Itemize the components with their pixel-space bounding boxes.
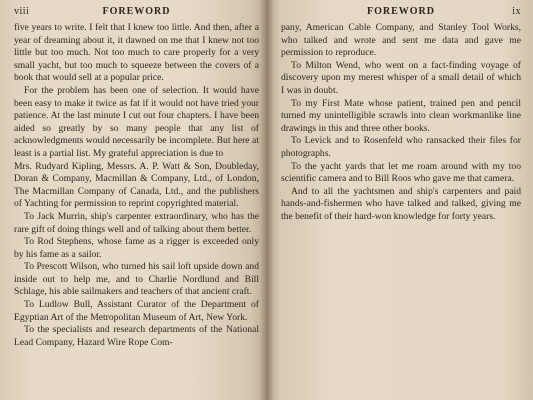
right-page-body [281,22,521,224]
paragraph: To the specialists and research departments of the National Lead Company, Hazard Wire Rope Com- [14,324,259,348]
right-running-title: FOREWORD [367,6,435,17]
paragraph: five years to write. I felt that I knew too little. And then, after a year of dreaming about it, it dawned on me that I knew not too little but too much. Not too much to care properly for a very small yacht, but too much to squeeze between the covers of a book that would sell at a popular price. [14,22,259,84]
left-page-number: viii [14,6,30,17]
left-page-body [14,22,259,349]
left-running-title: FOREWORD [102,6,171,17]
right-page-number: ix [512,6,521,17]
paragraph: To Levick and to Rosenfeld who ransacked their files for photographs. [281,135,521,159]
paragraph: For the problem has been one of selection. It would have been easy to make it twice as fat if it would not have tried your patience. At the last minute I cut out four chapters. I have been aided so greatly by so many people that any list of acknowledgments would necessarily be incomplete. But here at least is a partial list. My grateful appreciation is due to [14,84,259,159]
paragraph: And to all the yachtsmen and ship's carpenters and paid hands-and-fishermen who have talked and talked, giving me the benefit of their hard-won knowledge for forty years. [281,185,521,222]
paragraph: To Prescott Wilson, who turned his sail loft upside down and inside out to help me, and to Charlie Nordlund and Bill Schlage, his able sailmakers and teachers of that ancient craft. [14,261,259,298]
right-page [267,0,533,400]
paragraph: To the yacht yards that let me roam around with my too scientific camera and to Bill Roos who gave me that camera. [281,160,521,185]
paragraph: To Milton Wend, who went on a fact-finding voyage of discovery upon my merest whisper of a small detail of which I was in doubt. [281,59,521,96]
paragraph: To my First Mate whose patient, trained pen and pencil turned my unintelligible scrawls into clean workmanlike line drawings in this and three other books. [281,97,521,134]
paragraph: To Rod Stephens, whose fame as a rigger is exceeded only by his fame as a sailor. [14,236,259,260]
right-running-head [281,6,521,20]
paragraph: pany, American Cable Company, and Stanley Tool Works, who talked and wrote and sent me data and gave me permission to reproduce. [281,22,521,59]
paragraph: Mrs. Rudyard Kipling, Messrs. A. P. Watt & Son, Doubleday, Doran & Company, Macmillan & Company, Ltd., of London, The Macmillan Company of Canada, Ltd., and the publishers of Yachting for permission to reprint copyrighted material. [14,160,259,210]
left-running-head [14,6,259,20]
paragraph: To Jack Murrin, ship's carpenter extraordinary, who has the rare gift of doing things well and of talking about them better. [14,210,259,235]
paragraph: To Ludlow Bull, Assistant Curator of the Department of Egyptian Art of the Metropolitan Museum of Art, New York. [14,299,259,323]
